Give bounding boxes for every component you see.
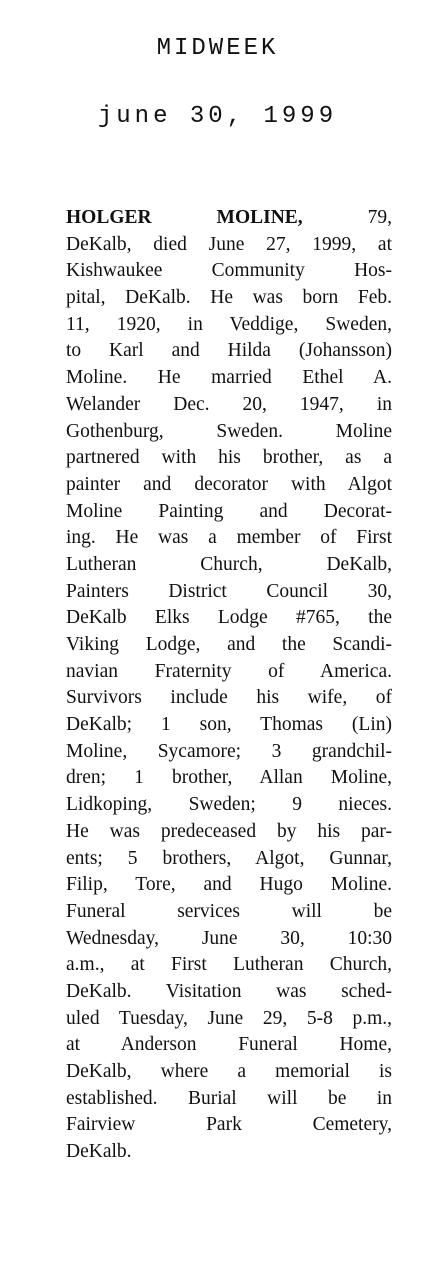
article-line: Moline Painting and Decorat-: [66, 500, 392, 522]
publication-date: june 30, 1999: [97, 103, 338, 130]
article-line: a.m., at First Lutheran Church,: [66, 954, 392, 976]
article-line: painter and decorator with Algot: [66, 473, 392, 495]
article-line: dren; 1 brother, Allan Moline,: [66, 767, 392, 789]
article-line: DeKalb Elks Lodge #765, the: [66, 607, 392, 629]
article-line: Gothenburg, Sweden. Moline: [66, 420, 392, 442]
article-line: Kishwaukee Community Hos-: [66, 260, 392, 282]
article-line-1: HOLGER MOLINE, 79,: [66, 207, 393, 228]
article-line: Fairview Park Cemetery,: [66, 1114, 392, 1136]
publication-title: MIDWEEK: [156, 35, 279, 62]
article-line: Moline. He married Ethel A.: [66, 367, 392, 389]
article-line: established. Burial will be in: [66, 1087, 392, 1109]
article-line: Moline, Sycamore; 3 grandchil-: [66, 740, 392, 762]
article-line: ing. He was a member of First: [66, 527, 392, 549]
article-line: Welander Dec. 20, 1947, in: [66, 393, 392, 415]
article-line: partnered with his brother, as a: [66, 447, 392, 469]
article-line: Funeral services will be: [66, 900, 392, 922]
article-line: to Karl and Hilda (Johansson): [66, 340, 392, 362]
obituary-article: [66, 205, 392, 1166]
article-line: navian Fraternity of America.: [66, 660, 392, 682]
article-line: Wednesday, June 30, 10:30: [66, 927, 392, 949]
article-line: Painters District Council 30,: [66, 580, 392, 602]
article-line: ents; 5 brothers, Algot, Gunnar,: [66, 847, 392, 869]
article-line: Filip, Tore, and Hugo Moline.: [66, 874, 392, 896]
article-line: Lutheran Church, DeKalb,: [66, 553, 392, 575]
article-line: Viking Lodge, and the Scandi-: [66, 634, 392, 655]
article-line: DeKalb. Visitation was sched-: [66, 980, 392, 1002]
article-line: Lidkoping, Sweden; 9 nieces.: [66, 794, 392, 816]
article-line: DeKalb; 1 son, Thomas (Lin): [66, 714, 392, 736]
article-line: DeKalb, died June 27, 1999, at: [66, 233, 392, 255]
article-line: uled Tuesday, June 29, 5-8 p.m.,: [66, 1007, 392, 1029]
article-line: at Anderson Funeral Home,: [66, 1034, 392, 1056]
article-line: He was predeceased by his par-: [66, 820, 392, 842]
article-line: DeKalb.: [66, 1141, 132, 1163]
article-line: DeKalb, where a memorial is: [66, 1061, 392, 1082]
article-line: Survivors include his wife, of: [66, 687, 392, 709]
deceased-name: HOLGER MOLINE,: [66, 207, 303, 228]
article-line: pital, DeKalb. He was born Feb.: [66, 287, 392, 309]
article-line: 11, 1920, in Veddige, Sweden,: [66, 313, 392, 335]
